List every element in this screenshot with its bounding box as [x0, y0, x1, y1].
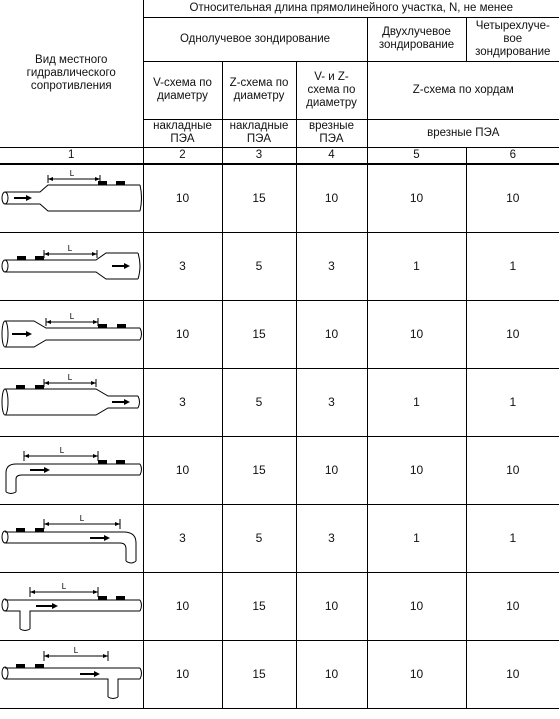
- length-label: L: [73, 645, 79, 655]
- elbow-upstream-diagram: [0, 436, 143, 504]
- value-cell: 10: [367, 300, 466, 368]
- z-chords-header: Z-схема по хордам: [367, 61, 559, 119]
- value-cell: 10: [143, 640, 222, 708]
- value-cell: 10: [367, 572, 466, 640]
- value-cell: 15: [222, 640, 296, 708]
- table-row: [0, 232, 559, 300]
- column-number: 1: [0, 147, 143, 164]
- value-cell: 15: [222, 300, 296, 368]
- value-cell: 10: [143, 572, 222, 640]
- value-cell: 10: [466, 164, 559, 233]
- length-label: L: [59, 445, 65, 455]
- tee-downstream-diagram: [0, 640, 143, 708]
- table-row: [0, 504, 559, 572]
- length-label: L: [67, 243, 73, 253]
- table-row: [0, 164, 559, 233]
- table-row: [0, 572, 559, 640]
- value-cell: 10: [296, 164, 367, 233]
- value-cell: 3: [296, 368, 367, 436]
- four-beam-header: Четырехлуче-вое зондирование: [466, 17, 559, 61]
- z-scheme-header: Z-схема по диаметру: [222, 61, 296, 119]
- length-label: L: [69, 311, 75, 321]
- group-title: Относительная длина прямолинейного участка, N, не менее: [143, 0, 559, 17]
- value-cell: 15: [222, 164, 296, 233]
- value-cell: 10: [296, 572, 367, 640]
- length-label: L: [61, 581, 67, 591]
- value-cell: 10: [466, 300, 559, 368]
- value-cell: 5: [222, 232, 296, 300]
- value-cell: 10: [367, 436, 466, 504]
- value-cell: 10: [296, 300, 367, 368]
- value-cell: 10: [143, 436, 222, 504]
- length-label: L: [79, 513, 85, 523]
- expansion-flow-out-diagram: [0, 232, 143, 300]
- value-cell: 1: [466, 232, 559, 300]
- value-cell: 10: [143, 164, 222, 233]
- table-row: [0, 436, 559, 504]
- table-row: [0, 640, 559, 708]
- column-number: 6: [466, 147, 559, 164]
- length-label: L: [69, 168, 75, 178]
- value-cell: 1: [367, 504, 466, 572]
- value-cell: 1: [466, 368, 559, 436]
- value-cell: 5: [222, 368, 296, 436]
- contraction-flow-out-diagram: [0, 368, 143, 436]
- length-label: L: [67, 372, 73, 382]
- value-cell: 15: [222, 436, 296, 504]
- value-cell: 1: [367, 232, 466, 300]
- value-cell: 5: [222, 504, 296, 572]
- insert-pea-header-1: врезные ПЭА: [296, 119, 367, 147]
- column-number: 3: [222, 147, 296, 164]
- value-cell: 10: [367, 164, 466, 233]
- table-row: [0, 368, 559, 436]
- tee-upstream-diagram: [0, 572, 143, 640]
- col1-title: Вид местного гидравлического сопротивления: [0, 0, 143, 147]
- value-cell: 3: [143, 368, 222, 436]
- value-cell: 10: [296, 640, 367, 708]
- column-number: 5: [367, 147, 466, 164]
- vz-scheme-header: V- и Z-схема по диаметру: [296, 61, 367, 119]
- value-cell: 15: [222, 572, 296, 640]
- value-cell: 10: [466, 436, 559, 504]
- single-beam-header: Однолучевое зондирование: [143, 17, 367, 61]
- value-cell: 3: [143, 504, 222, 572]
- overlay-pea-header-2: накладные ПЭА: [222, 119, 296, 147]
- insert-pea-header-2: врезные ПЭА: [367, 119, 559, 147]
- value-cell: 10: [143, 300, 222, 368]
- overlay-pea-header-1: накладные ПЭА: [143, 119, 222, 147]
- value-cell: 10: [466, 572, 559, 640]
- value-cell: 3: [143, 232, 222, 300]
- value-cell: 10: [466, 640, 559, 708]
- value-cell: 1: [367, 368, 466, 436]
- value-cell: 10: [367, 640, 466, 708]
- table-row: [0, 300, 559, 368]
- v-scheme-header: V-схема по диаметру: [143, 61, 222, 119]
- value-cell: 3: [296, 504, 367, 572]
- column-number: 4: [296, 147, 367, 164]
- column-number: 2: [143, 147, 222, 164]
- column-number-row: [0, 147, 559, 164]
- two-beam-header: Двухлучевое зондирование: [367, 17, 466, 61]
- contraction-flow-in-diagram: [0, 300, 143, 368]
- value-cell: 10: [296, 436, 367, 504]
- elbow-downstream-diagram: [0, 504, 143, 572]
- value-cell: 3: [296, 232, 367, 300]
- expansion-flow-in-diagram: [0, 164, 143, 233]
- value-cell: 1: [466, 504, 559, 572]
